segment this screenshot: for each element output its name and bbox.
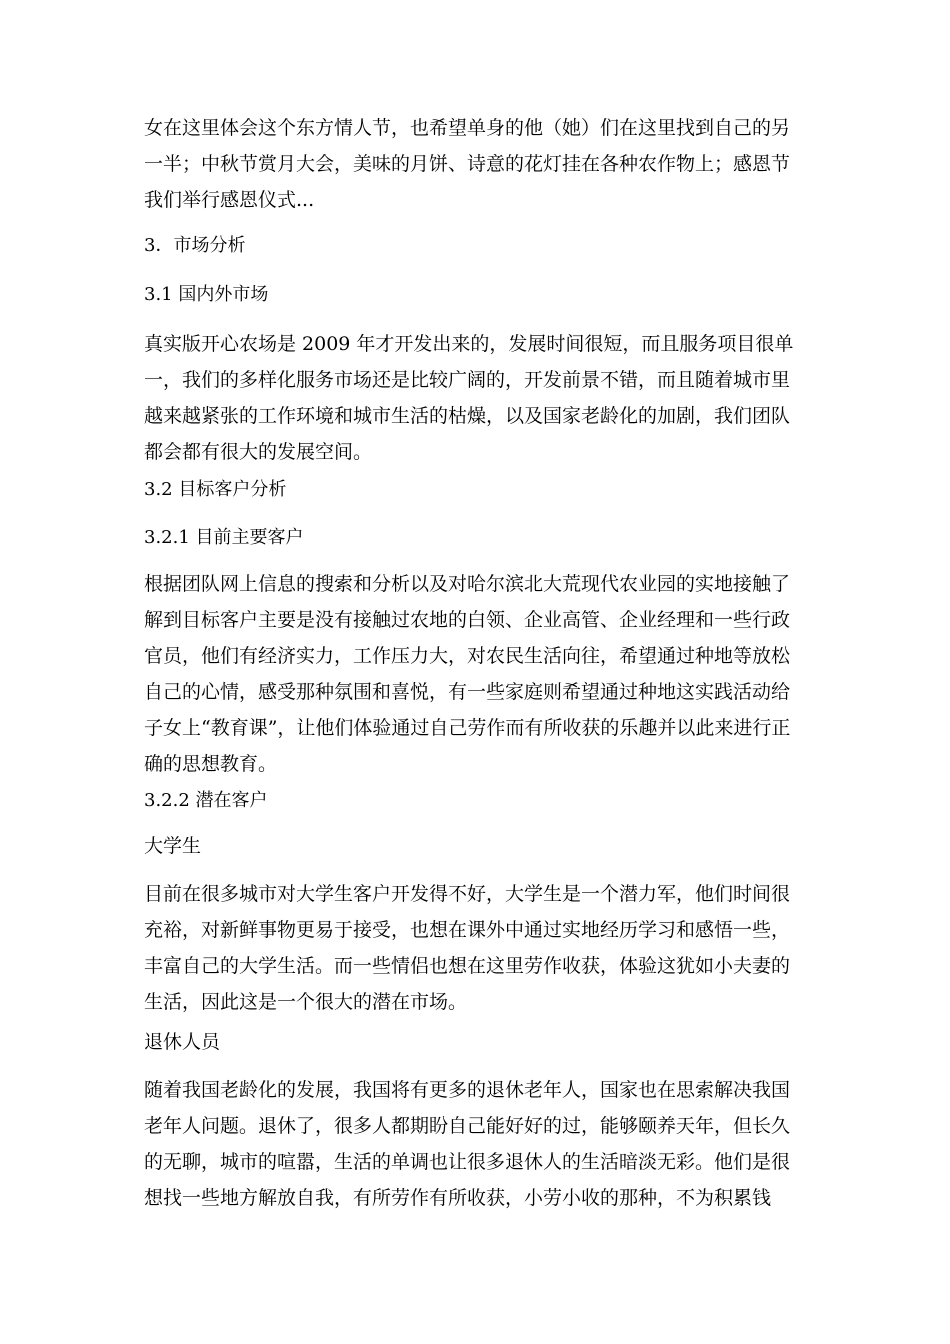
- text-line: 随着我国老龄化的发展，我国将有更多的退休老年人，国家也在思索解决我国: [144, 1079, 791, 1101]
- text-line: 真实版开心农场是 2009 年才开发出来的，发展时间很短，而且服务项目很单: [144, 333, 794, 355]
- section-heading: 3.1 国内外市场: [144, 284, 269, 305]
- text-line: 一半；中秋节赏月大会，美味的月饼、诗意的花灯挂在各种农作物上；感恩节: [144, 153, 791, 175]
- text-line: 想找一些地方解放自我，有所劳作有所收获，小劳小收的那种，不为积累钱: [144, 1187, 772, 1209]
- text-line: 子女上“教育课”，让他们体验通过自己劳作而有所收获的乐趣并以此来进行正: [144, 717, 791, 739]
- subsection-heading: 退休人员: [144, 1031, 221, 1053]
- text-line: 根据团队网上信息的搜索和分析以及对哈尔滨北大荒现代农业园的实地接触了: [144, 573, 791, 595]
- text-line: 女在这里体会这个东方情人节，也希望单身的他（她）们在这里找到自己的另: [144, 117, 791, 139]
- text-line: 官员，他们有经济实力，工作压力大，对农民生活向往，希望通过种地等放松: [144, 645, 791, 667]
- paragraph: [144, 110, 790, 218]
- paragraph: [144, 326, 793, 470]
- text-line: 我们举行感恩仪式...: [144, 189, 315, 211]
- text-line: 目前在很多城市对大学生客户开发得不好，大学生是一个潜力军，他们时间很: [144, 883, 791, 905]
- text-line: 的无聊，城市的喧嚣，生活的单调也让很多退休人的生活暗淡无彩。他们是很: [144, 1151, 791, 1173]
- text-line: 老年人问题。退休了，很多人都期盼自己能好好的过，能够颐养天年，但长久: [144, 1115, 791, 1137]
- section-heading: 3.2 目标客户分析: [144, 479, 287, 500]
- text-line: 解到目标客户主要是没有接触过农地的白领、企业高管、企业经理和一些行政: [144, 609, 791, 631]
- section-heading: 3.2.2 潜在客户: [144, 790, 268, 811]
- paragraph: [144, 1072, 790, 1216]
- text-line: 越来越紧张的工作环境和城市生活的枯燥，以及国家老龄化的加剧，我们团队: [144, 405, 791, 427]
- text-line: 确的思想教育。: [144, 753, 278, 775]
- text-line: 生活，因此这是一个很大的潜在市场。: [144, 991, 468, 1013]
- section-heading: 3.2.1 目前主要客户: [144, 527, 304, 548]
- text-line: 自己的心情，感受那种氛围和喜悦，有一些家庭则希望通过种地这实践活动给: [144, 681, 791, 703]
- subsection-heading: 大学生: [144, 835, 202, 857]
- paragraph: [144, 566, 790, 782]
- text-line: 都会都有很大的发展空间。: [144, 441, 373, 463]
- text-line: 充裕，对新鲜事物更易于接受，也想在课外中通过实地经历学习和感悟一些，: [144, 919, 791, 941]
- section-heading: 3．市场分析: [144, 235, 246, 256]
- text-line: 丰富自己的大学生活。而一些情侣也想在这里劳作收获，体验这犹如小夫妻的: [144, 955, 791, 977]
- paragraph: [144, 876, 790, 1020]
- text-line: 一，我们的多样化服务市场还是比较广阔的，开发前景不错，而且随着城市里: [144, 369, 791, 391]
